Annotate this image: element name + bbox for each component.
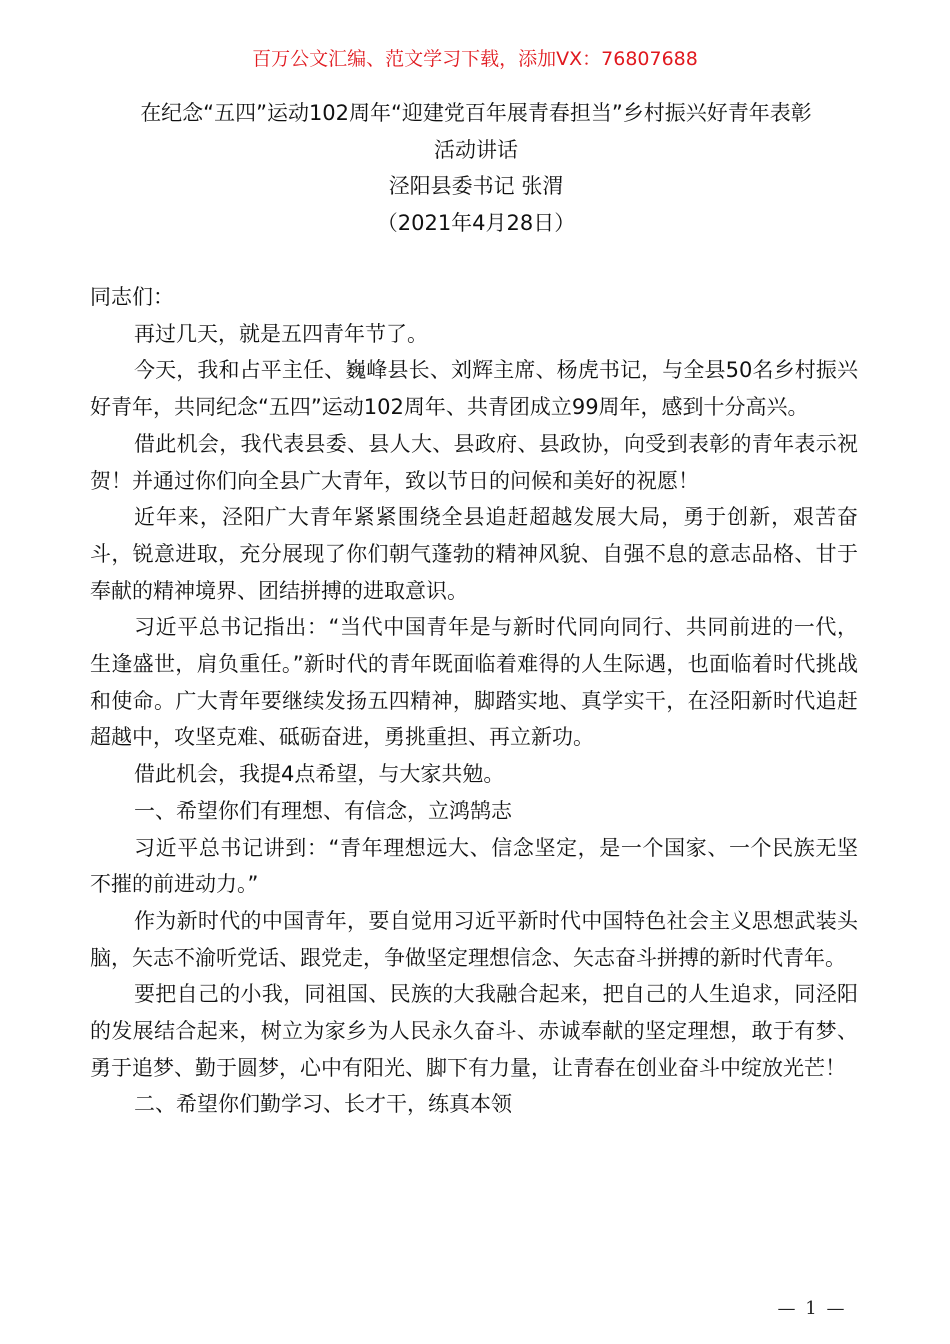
section-heading-1: 一、希望你们有理想、有信念，立鸿鹄志 — [134, 798, 512, 823]
paragraph: 习近平总书记讲到：“青年理想远大、信念坚定，是一个国家、一个民族无坚不摧的前进动力。” — [90, 835, 858, 897]
salutation: 同志们： — [90, 285, 174, 309]
watermark-banner: 百万公文汇编、范文学习下载，添加VX：76807688 — [252, 48, 698, 70]
document-body — [90, 279, 858, 1123]
paragraph: 今天，我和占平主任、巍峰县长、刘辉主席、杨虎书记，与全县50名乡村振兴好青年，共同纪念“五四”运动102周年、共青团成立99周年，感到十分高兴。 — [90, 358, 858, 420]
paragraph: 再过几天，就是五四青年节了。 — [134, 321, 428, 346]
paragraph: 近年来，泾阳广大青年紧紧围绕全县追赶超越发展大局，勇于创新，艰苦奋斗，锐意进取，充分展现了你们朝气蓬勃的精神风貌、自强不息的意志品格、甘于奉献的精神境界、团结拼搏的进取意识。 — [90, 505, 858, 603]
document-title-block — [88, 95, 864, 241]
paragraph: 要把自己的小我，同祖国、民族的大我融合起来，把自己的人生追求，同泾阳的发展结合起来，树立为家乡为人民永久奋斗、赤诚奉献的坚定理想，敢于有梦、勇于追梦、勤于圆梦，心中有阳光、脚下有力量，让青春在创业奋斗中绽放光芒！ — [90, 982, 858, 1080]
section-heading-2: 二、希望你们勤学习、长才干，练真本领 — [134, 1092, 512, 1117]
page-number: — 1 — — [777, 1298, 847, 1319]
paragraph: 借此机会，我提4点希望，与大家共勉。 — [134, 762, 505, 787]
paragraph: 借此机会，我代表县委、县人大、县政府、县政协，向受到表彰的青年表示祝贺！并通过你们向全县广大青年，致以节日的问候和美好的祝愿！ — [90, 431, 858, 493]
paragraph: 作为新时代的中国青年，要自觉用习近平新时代中国特色社会主义思想武装头脑，矢志不渝听党话、跟党走，争做坚定理想信念、矢志奋斗拼搏的新时代青年。 — [90, 908, 858, 970]
paragraph: 习近平总书记指出：“当代中国青年是与新时代同向同行、共同前进的一代，生逢盛世，肩负重任。”新时代的青年既面临着难得的人生际遇，也面临着时代挑战和使命。广大青年要继续发扬五四精神，脚踏实地、真学实干，在泾阳新时代追赶超越中，攻坚克难、砥砺奋进，勇挑重担、再立新功。 — [90, 615, 858, 750]
document-title-line-1: 在纪念“五四”运动102周年“迎建党百年展青春担当”乡村振兴好青年表彰 — [140, 101, 812, 125]
document-title-line-2: 活动讲话 — [434, 137, 518, 162]
document-date: （2021年4月28日） — [376, 210, 576, 235]
document-author: 泾阳县委书记 张渭 — [388, 174, 564, 198]
